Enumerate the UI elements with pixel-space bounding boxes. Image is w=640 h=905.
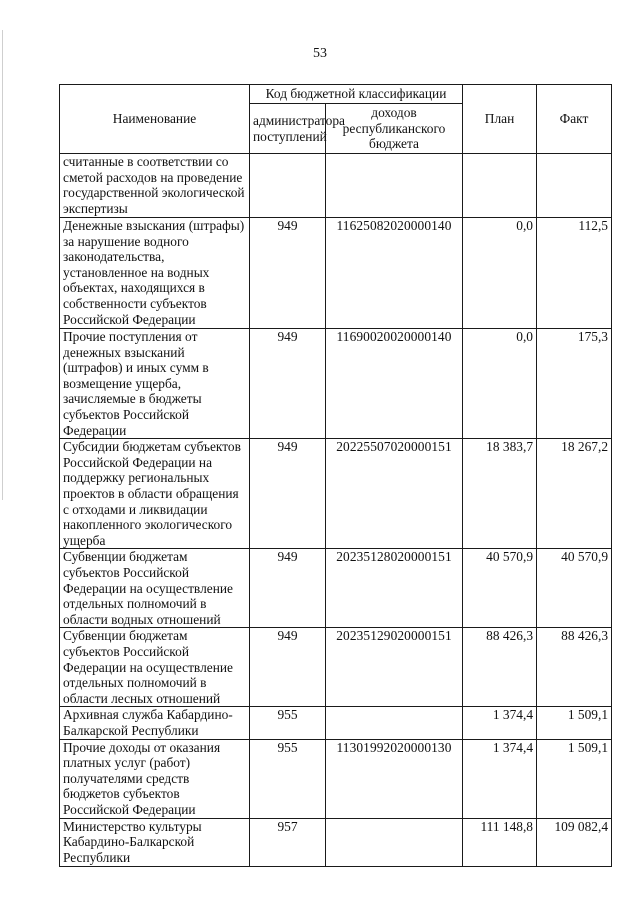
row-revenue-code: 20235128020000151 xyxy=(326,549,463,628)
row-fact: 1 509,1 xyxy=(537,739,612,818)
row-revenue-code: 11301992020000130 xyxy=(326,739,463,818)
row-plan: 88 426,3 xyxy=(463,628,537,707)
row-fact: 88 426,3 xyxy=(537,628,612,707)
header-revenue: доходов республиканского бюджета xyxy=(326,104,463,154)
row-name: считанные в соответствии со сметой расходов на проведение государственной экологической экспертизы xyxy=(60,154,250,218)
row-name: Субвенции бюджетам субъектов Российской Федерации на осуществление отдельных полномочий в области водных отношений xyxy=(60,549,250,628)
table-row xyxy=(60,739,612,818)
row-admin-code: 955 xyxy=(250,739,326,818)
page-number: 53 xyxy=(313,46,327,61)
table-row xyxy=(60,154,612,218)
row-name: Прочие поступления от денежных взысканий (штрафов) и иных сумм в возмещение ущерба, зачисляемые в бюджеты субъектов Российской Федерации xyxy=(60,329,250,439)
row-revenue-code: 20225507020000151 xyxy=(326,439,463,549)
row-plan: 0,0 xyxy=(463,218,537,329)
row-fact xyxy=(537,154,612,218)
row-admin-code: 949 xyxy=(250,218,326,329)
budget-table xyxy=(59,84,612,867)
row-plan: 111 148,8 xyxy=(463,818,537,866)
header-name: Наименование xyxy=(60,85,250,154)
row-fact: 109 082,4 xyxy=(537,818,612,866)
row-plan: 40 570,9 xyxy=(463,549,537,628)
binding-edge-line xyxy=(2,30,3,500)
row-plan xyxy=(463,154,537,218)
table-row xyxy=(60,628,612,707)
row-admin-code: 949 xyxy=(250,549,326,628)
row-plan: 1 374,4 xyxy=(463,739,537,818)
row-admin-code: 957 xyxy=(250,818,326,866)
row-name: Субвенции бюджетам субъектов Российской Федерации на осуществление отдельных полномочий в области лесных отношений xyxy=(60,628,250,707)
row-revenue-code xyxy=(326,818,463,866)
row-plan: 18 383,7 xyxy=(463,439,537,549)
row-revenue-code: 20235129020000151 xyxy=(326,628,463,707)
row-name: Министерство культуры Кабардино-Балкарской Республики xyxy=(60,818,250,866)
row-name: Денежные взыскания (штрафы) за нарушение водного законодательства, установленное на водных объектах, находящихся в собственности субъектов Российской Федерации xyxy=(60,218,250,329)
table-row xyxy=(60,218,612,329)
table-row xyxy=(60,818,612,866)
row-admin-code: 949 xyxy=(250,439,326,549)
row-fact: 40 570,9 xyxy=(537,549,612,628)
row-name: Прочие доходы от оказания платных услуг (работ) получателями средств бюджетов субъектов Российской Федерации xyxy=(60,739,250,818)
row-plan: 1 374,4 xyxy=(463,707,537,739)
row-revenue-code xyxy=(326,154,463,218)
row-plan: 0,0 xyxy=(463,329,537,439)
row-revenue-code xyxy=(326,707,463,739)
row-admin-code: 949 xyxy=(250,628,326,707)
table-row xyxy=(60,707,612,739)
row-fact: 175,3 xyxy=(537,329,612,439)
row-name: Субсидии бюджетам субъектов Российской Федерации на поддержку региональных проектов в области обращения с отходами и ликвидации накопленного экологического ущерба xyxy=(60,439,250,549)
row-fact: 1 509,1 xyxy=(537,707,612,739)
header-classification-code: Код бюджетной классификации xyxy=(250,85,463,104)
table-row xyxy=(60,329,612,439)
header-admin: администратора поступлений xyxy=(250,104,326,154)
header-plan: План xyxy=(463,85,537,154)
row-admin-code: 949 xyxy=(250,329,326,439)
row-revenue-code: 11690020020000140 xyxy=(326,329,463,439)
header-fact: Факт xyxy=(537,85,612,154)
row-admin-code xyxy=(250,154,326,218)
row-fact: 112,5 xyxy=(537,218,612,329)
row-fact: 18 267,2 xyxy=(537,439,612,549)
row-admin-code: 955 xyxy=(250,707,326,739)
row-name: Архивная служба Кабардино-Балкарской Республики xyxy=(60,707,250,739)
table-row xyxy=(60,549,612,628)
table-row xyxy=(60,439,612,549)
row-revenue-code: 11625082020000140 xyxy=(326,218,463,329)
